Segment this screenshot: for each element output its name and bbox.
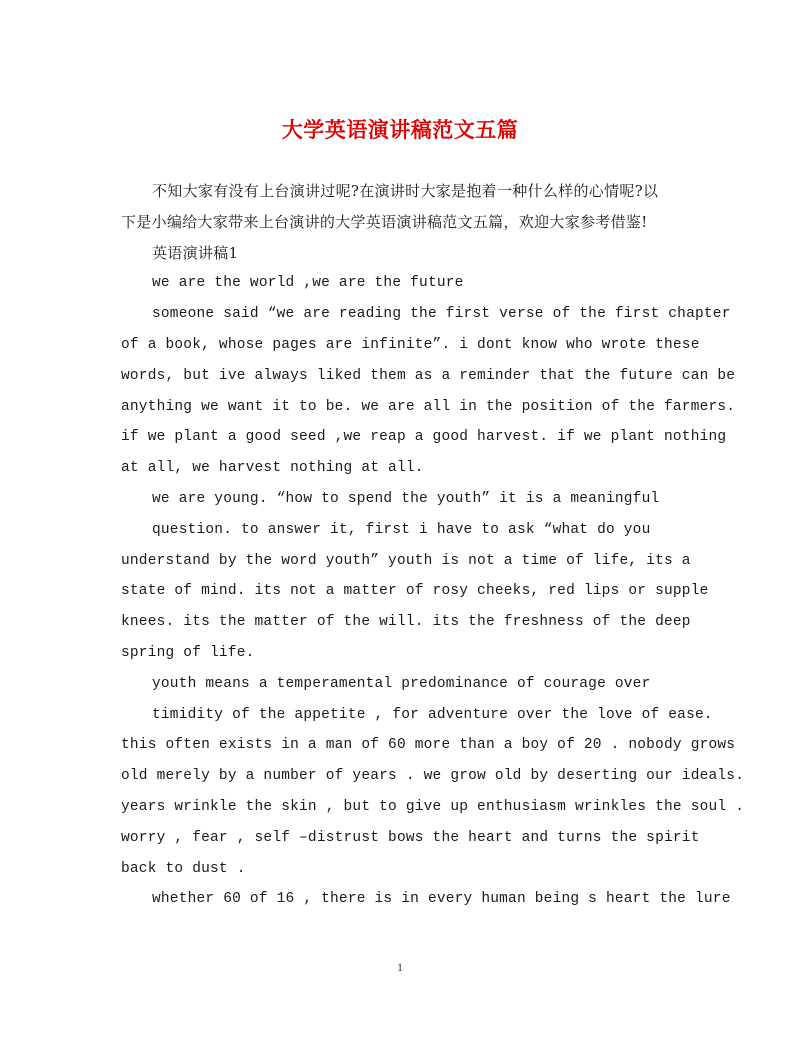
page-number: 1 xyxy=(397,960,403,974)
paragraph-line: 不知大家有没有上台演讲过呢?在演讲时大家是抱着一种什么样的心情呢?以 xyxy=(152,182,659,200)
paragraph-line: of a book, whose pages are infinite”. i dont know who wrote these xyxy=(121,336,700,353)
paragraph-line: spring of life. xyxy=(121,644,255,661)
paragraph-line: we are young. “how to spend the youth” it is a meaningful xyxy=(152,490,660,507)
paragraph-line: whether 60 of 16 , there is in every human being s heart the lure xyxy=(152,891,731,908)
paragraph-line: 下是小编给大家带来上台演讲的大学英语演讲稿范文五篇，欢迎大家参考借鉴! xyxy=(121,212,648,231)
paragraph-line: knees. its the matter of the will. its the freshness of the deep xyxy=(121,614,691,631)
paragraph-line: timidity of the appetite , for adventure over the love of ease. xyxy=(152,706,713,723)
paragraph-line: state of mind. its not a matter of rosy cheeks, red lips or supple xyxy=(121,583,709,600)
paragraph-line: worry , fear , self –distrust bows the heart and turns the spirit xyxy=(121,829,700,846)
paragraph-line: this often exists in a man of 60 more than a boy of 20 . nobody grows xyxy=(121,737,736,754)
paragraph-line: youth means a temperamental predominance of courage over xyxy=(152,675,651,692)
document-title: 大学英语演讲稿范文五篇 xyxy=(281,117,519,142)
paragraph-line: years wrinkle the skin , but to give up enthusiasm wrinkles the soul . xyxy=(121,798,745,815)
paragraph-line: words, but ive always liked them as a reminder that the future can be xyxy=(121,367,736,384)
paragraph-line: we are the world ,we are the future xyxy=(152,275,464,292)
paragraph-line: someone said “we are reading the first verse of the first chapter xyxy=(152,306,731,323)
paragraph-line: old merely by a number of years . we grow old by deserting our ideals. xyxy=(121,768,745,785)
paragraph-line: if we plant a good seed ,we reap a good harvest. if we plant nothing xyxy=(121,429,727,446)
section-heading: 英语演讲稿1 xyxy=(152,243,239,262)
paragraph-line: back to dust . xyxy=(121,860,246,877)
paragraph-line: at all, we harvest nothing at all. xyxy=(121,460,424,477)
paragraph-line: anything we want it to be. we are all in the position of the farmers. xyxy=(121,398,736,415)
paragraph-line: question. to answer it, first i have to ask “what do you xyxy=(152,521,651,538)
paragraph-line: understand by the word youth” youth is not a time of life, its a xyxy=(121,552,691,569)
document-body xyxy=(121,176,745,915)
